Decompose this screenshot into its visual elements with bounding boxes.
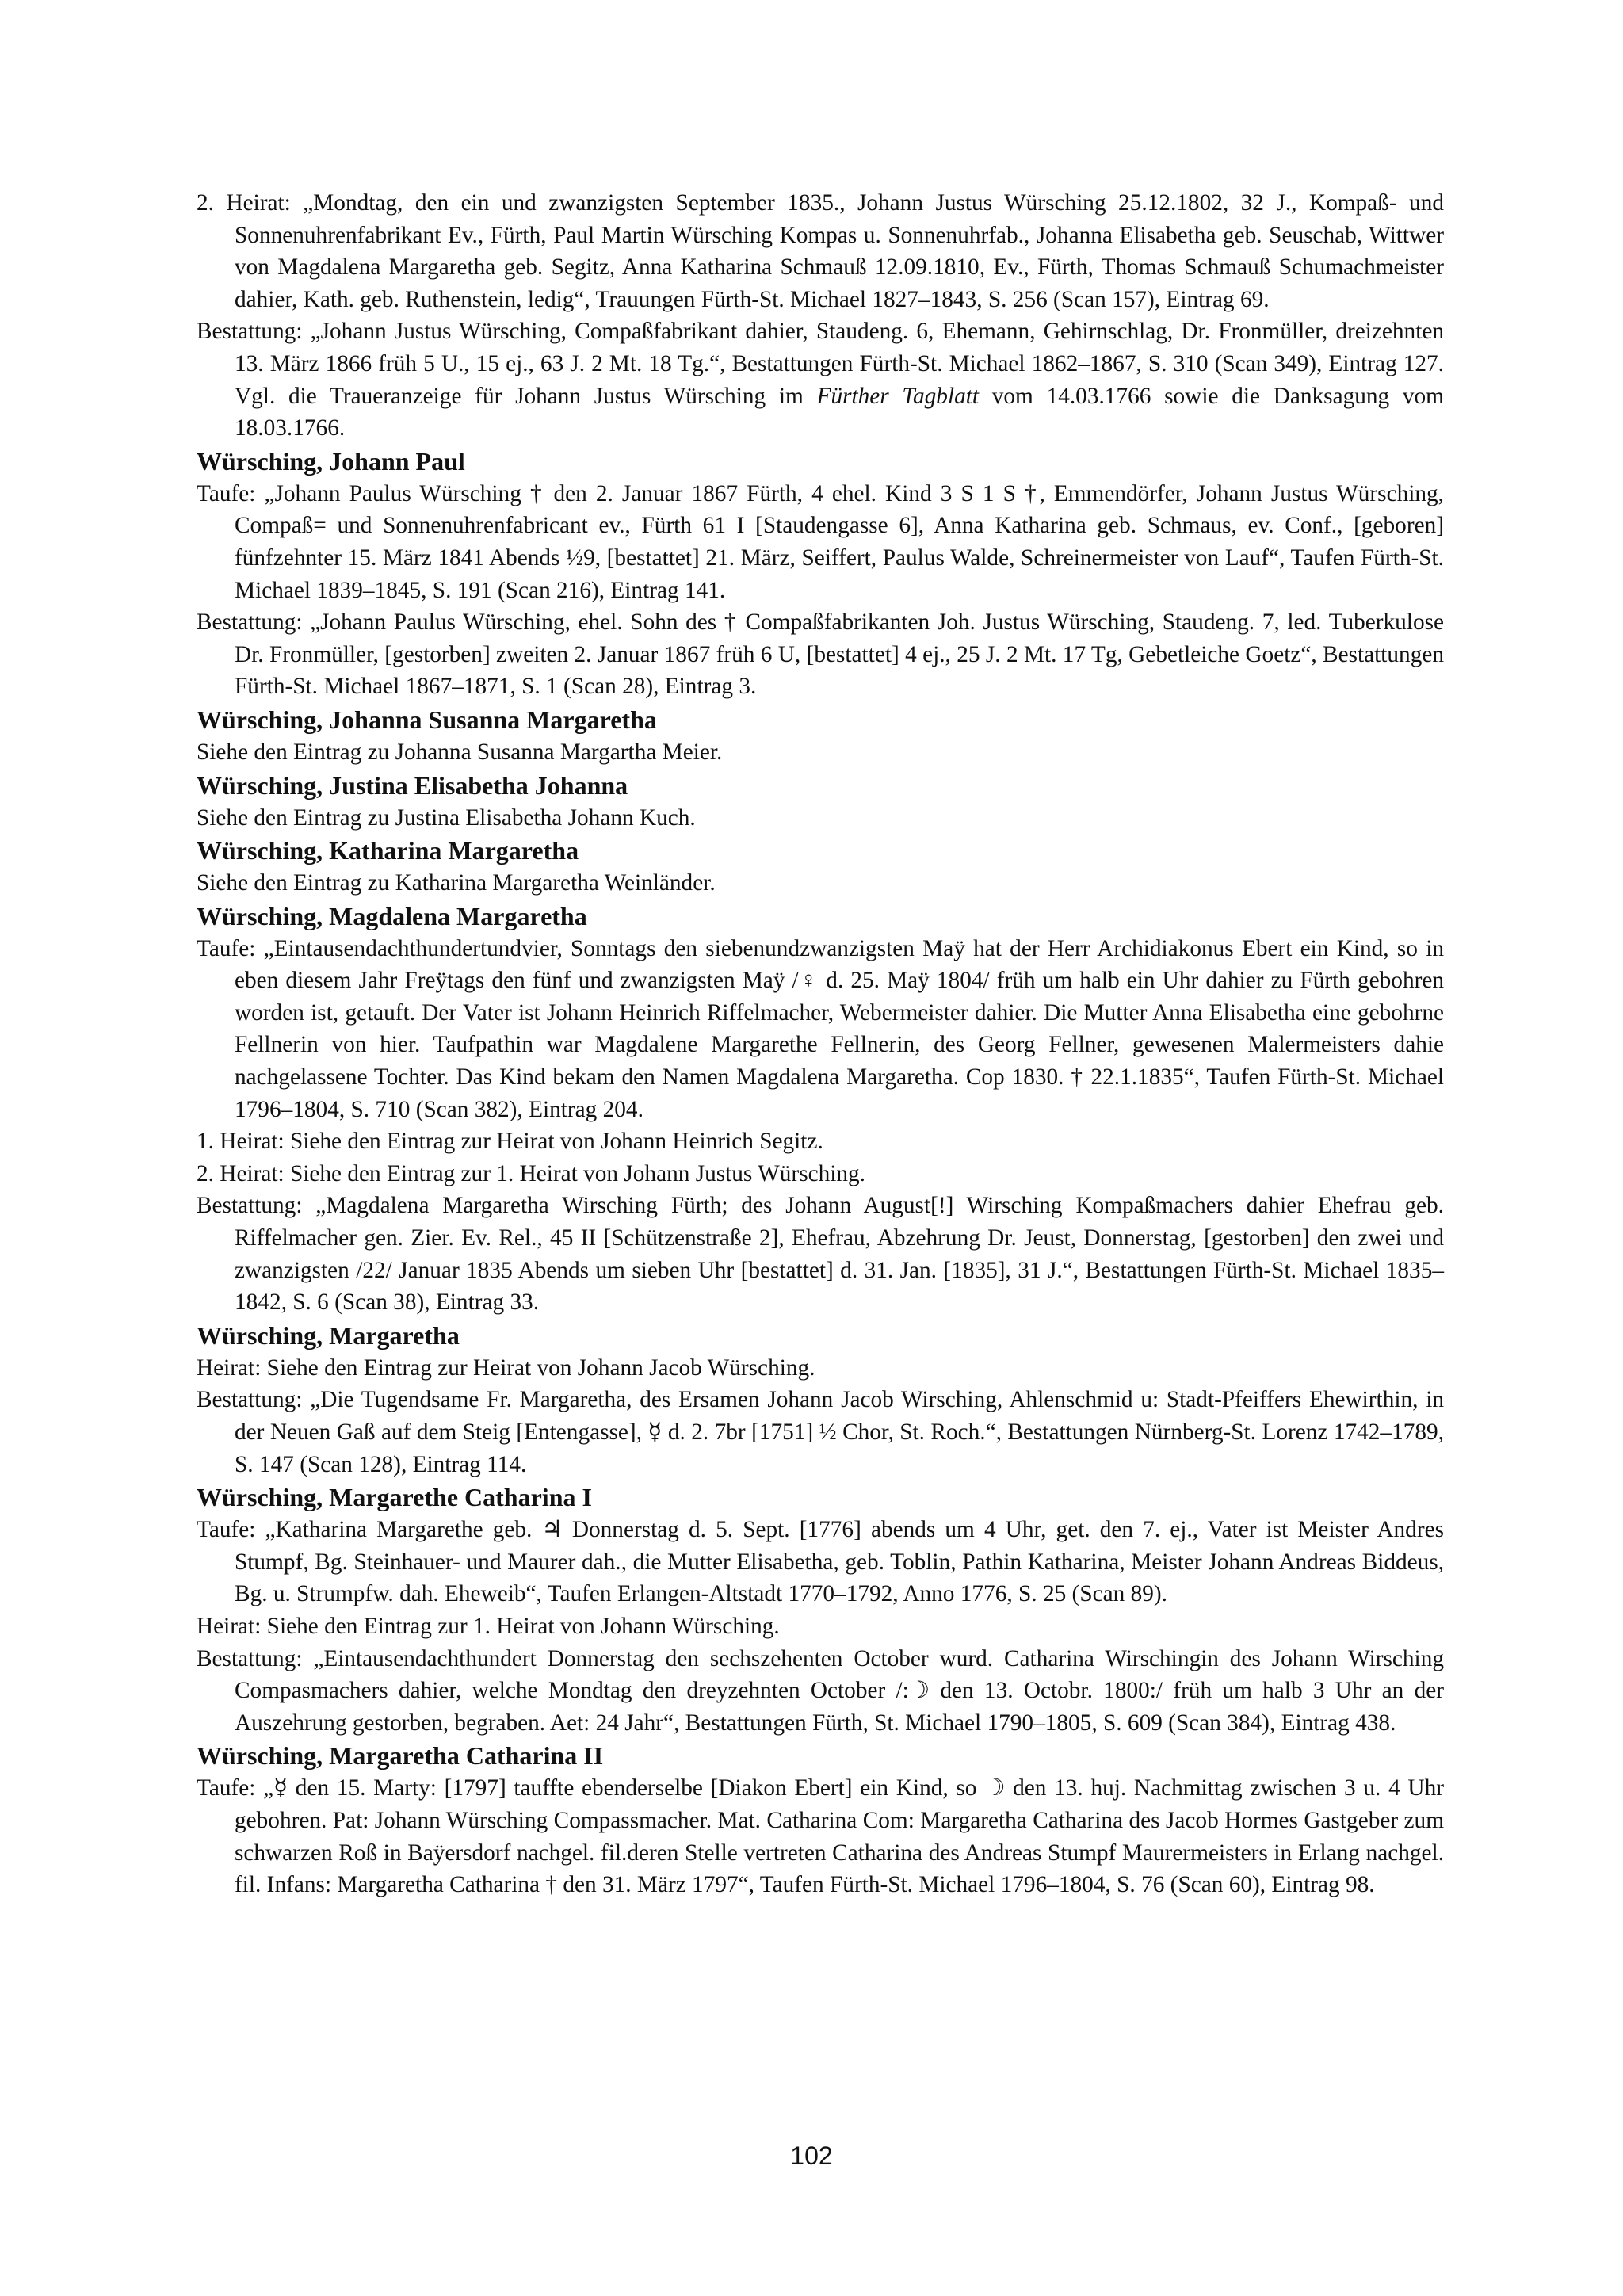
newspaper-title: Fürther Tagblatt bbox=[816, 383, 980, 409]
entry-paragraph: Taufe: „Eintausendachthundertundvier, Sonntags den siebenundzwanzigsten Maÿ hat der Herr Archidiakonus Ebert ein Kind, so in eben diesem Jahr Freÿtags den fünf und zwanzigsten Maÿ /♀ d. 25. Maÿ 1804/ früh um halb ein Uhr dahier zu Fürth gebohren worden ist, getauft. Der Vater ist Johann Heinrich Riffelmacher, Webermeister dahier. Die Mutter Anna Elisabetha eine gebohrne Fellnerin von hier. Taufpathin war Magdalene Margarethe Fellnerin, des Georg Fellner, gewesenen Malermeisters dahie nachgelassene Tochter. Das Kind bekam den Namen Magdalena Margaretha. Cop 1830. † 22.1.1835“, Taufen Fürth-St. Michael 1796–1804, S. 710 (Scan 382), Eintrag 204. bbox=[197, 935, 1444, 1122]
entry-paragraph: Bestattung: „Johann Paulus Würsching, ehel. Sohn des † Compaßfabrikanten Joh. Justus Würsching, Staudeng. 7, led. Tuberkulose Dr. Fronmüller, [gestorben] zweiten 2. Januar 1867 früh 6 U, [bestattet] 4 ej., 25 J. 2 Mt. 17 Tg, Gebetleiche Goetz“, Bestattungen Fürth-St. Michael 1867–1871, S. 1 (Scan 28), Eintrag 3. bbox=[197, 609, 1444, 700]
entry-text: Bestattung: „Johann Justus Würsching, Compaßfabrikant dahier, Staudeng. 6, Ehemann, Gehirnschlag, Dr. Fronmüller, dreizehnten 13. März 1866 früh 5 U., 15 ej., 63 J. 2 Mt. 18 Tg.“, Bestattungen Fürth-St. Michael 1862–1867, S. 310 (Scan 349), Eintrag 127. Vgl. die Traueranzeige für Johann Justus Würsching im bbox=[197, 319, 1444, 409]
entry-heading: Würsching, Margaretha Catharina II bbox=[197, 1741, 604, 1771]
document-body bbox=[197, 187, 1444, 1901]
page-number: 102 bbox=[790, 2141, 833, 2170]
entry-paragraph: Siehe den Eintrag zu Katharina Margaretha Weinländer. bbox=[197, 870, 716, 896]
entry-paragraph: Bestattung: „Magdalena Margaretha Wirsching Fürth; des Johann August[!] Wirsching Kompaßmachers dahier Ehefrau geb. Riffelmacher gen. Zier. Ev. Rel., 45 II [Schützenstraße 2], Ehefrau, Abzehrung Dr. Jeust, Donnerstag, [gestorben] den zwei und zwanzigsten /22/ Januar 1835 Abends um sieben Uhr [bestattet] d. 31. Jan. [1835], 31 J.“, Bestattungen Fürth-St. Michael 1835–1842, S. 6 (Scan 38), Eintrag 33. bbox=[197, 1193, 1444, 1316]
entry-heading: Würsching, Johann Paul bbox=[197, 446, 465, 476]
entry-paragraph: Taufe: „Katharina Margarethe geb. ♃ Donnerstag d. 5. Sept. [1776] abends um 4 Uhr, get. den 7. ej., Vater ist Meister Andres Stumpf, Bg. Steinhauer- und Maurer dah., die Mutter Elisabetha, geb. Toblin, Pathin Katharina, Meister Johann Andreas Biddeus, Bg. u. Strumpfw. dah. Eheweib“, Taufen Erlangen-Altstadt 1770–1792, Anno 1776, S. 25 (Scan 89). bbox=[197, 1517, 1444, 1607]
entry-heading: Würsching, Johanna Susanna Margaretha bbox=[197, 705, 657, 734]
entry-paragraph: Taufe: „Johann Paulus Würsching † den 2. Januar 1867 Fürth, 4 ehel. Kind 3 S 1 S †, Emmendörfer, Johann Justus Würsching, Compaß= und Sonnenuhrenfabricant ev., Fürth 61 I [Staudengasse 6], Anna Katharina geb. Schmaus, ev. Conf., [geboren] fünfzehnter 15. März 1841 Abends ½9, [bestattet] 21. März, Seiffert, Paulus Walde, Schreinermeister von Lauf“, Taufen Fürth-St. Michael 1839–1845, S. 191 (Scan 216), Eintrag 141. bbox=[197, 480, 1444, 603]
entry-heading: Würsching, Katharina Margaretha bbox=[197, 836, 579, 865]
entry-paragraph: Heirat: Siehe den Eintrag zur Heirat von Johann Jacob Würsching. bbox=[197, 1354, 815, 1381]
entry-paragraph: Bestattung: „Die Tugendsame Fr. Margaretha, des Ersamen Johann Jacob Wirsching, Ahlenschmid u: Stadt-Pfeiffers Ehewirthin, in der Neuen Gaß auf dem Steig [Entengasse], ☿ d. 2. 7br [1751] ½ Chor, St. Roch.“, Bestattungen Nürnberg-St. Lorenz 1742–1789, S. 147 (Scan 128), Eintrag 114. bbox=[197, 1387, 1444, 1477]
entry-paragraph: 1. Heirat: Siehe den Eintrag zur Heirat von Johann Heinrich Segitz. bbox=[197, 1129, 823, 1155]
entry-heading: Würsching, Margaretha bbox=[197, 1320, 460, 1350]
entry-paragraph: 2. Heirat: „Mondtag, den ein und zwanzigsten September 1835., Johann Justus Würsching 25.12.1802, 32 J., Kompaß- und Sonnenuhrenfabrikant Ev., Fürth, Paul Martin Würsching Kompas u. Sonnenuhrfab., Johanna Elisabetha geb. Seuschab, Wittwer von Magdalena Margaretha geb. Segitz, Anna Katharina Schmauß 12.09.1810, Ev., Fürth, Thomas Schmauß Schumachmeister dahier, Kath. geb. Ruthenstein, ledig“, Trauungen Fürth-St. Michael 1827–1843, S. 256 (Scan 157), Eintrag 69. bbox=[197, 190, 1444, 312]
entry-paragraph: Bestattung: „Eintausendachthundert Donnerstag den sechszehenten October wurd. Catharina Wirschingin des Johann Wirsching Compasmachers dahier, welche Mondtag den dreyzehnten October /:☽ den 13. Octobr. 1800:/ früh um halb 3 Uhr an der Auszehrung gestorben, begraben. Aet: 24 Jahr“, Bestattungen Fürth, St. Michael 1790–1805, S. 609 (Scan 384), Eintrag 438. bbox=[197, 1645, 1444, 1736]
entry-heading: Würsching, Margarethe Catharina I bbox=[197, 1483, 592, 1512]
entry-paragraph bbox=[197, 315, 1444, 444]
entry-heading: Würsching, Justina Elisabetha Johanna bbox=[197, 770, 628, 800]
entry-paragraph: Taufe: „☿ den 15. Marty: [1797] tauffte ebenderselbe [Diakon Ebert] ein Kind, so ☽ den 13. huj. Nachmittag zwischen 3 u. 4 Uhr gebohren. Pat: Johann Würsching Compassmacher. Mat. Catharina Com: Margaretha Catharina des Jacob Hormes Gastgeber zum schwarzen Roß in Baÿersdorf nachgel. fil.deren Stelle vertreten Catharina des Andreas Stumpf Maurermeisters in Erlang nachgel. fil. Infans: Margaretha Catharina † den 31. März 1797“, Taufen Fürth-St. Michael 1796–1804, S. 76 (Scan 60), Eintrag 98. bbox=[197, 1775, 1444, 1898]
entry-paragraph: Heirat: Siehe den Eintrag zur 1. Heirat von Johann Würsching. bbox=[197, 1613, 780, 1639]
entry-text: vom 14.03.1766 sowie die Danksagung vom 18.03.1766. bbox=[235, 383, 1444, 441]
entry-paragraph: Siehe den Eintrag zu Johanna Susanna Margartha Meier. bbox=[197, 739, 723, 765]
entry-paragraph: Siehe den Eintrag zu Justina Elisabetha Johann Kuch. bbox=[197, 804, 696, 831]
entry-heading: Würsching, Magdalena Margaretha bbox=[197, 901, 587, 930]
entry-paragraph: 2. Heirat: Siehe den Eintrag zur 1. Heirat von Johann Justus Würsching. bbox=[197, 1160, 866, 1186]
